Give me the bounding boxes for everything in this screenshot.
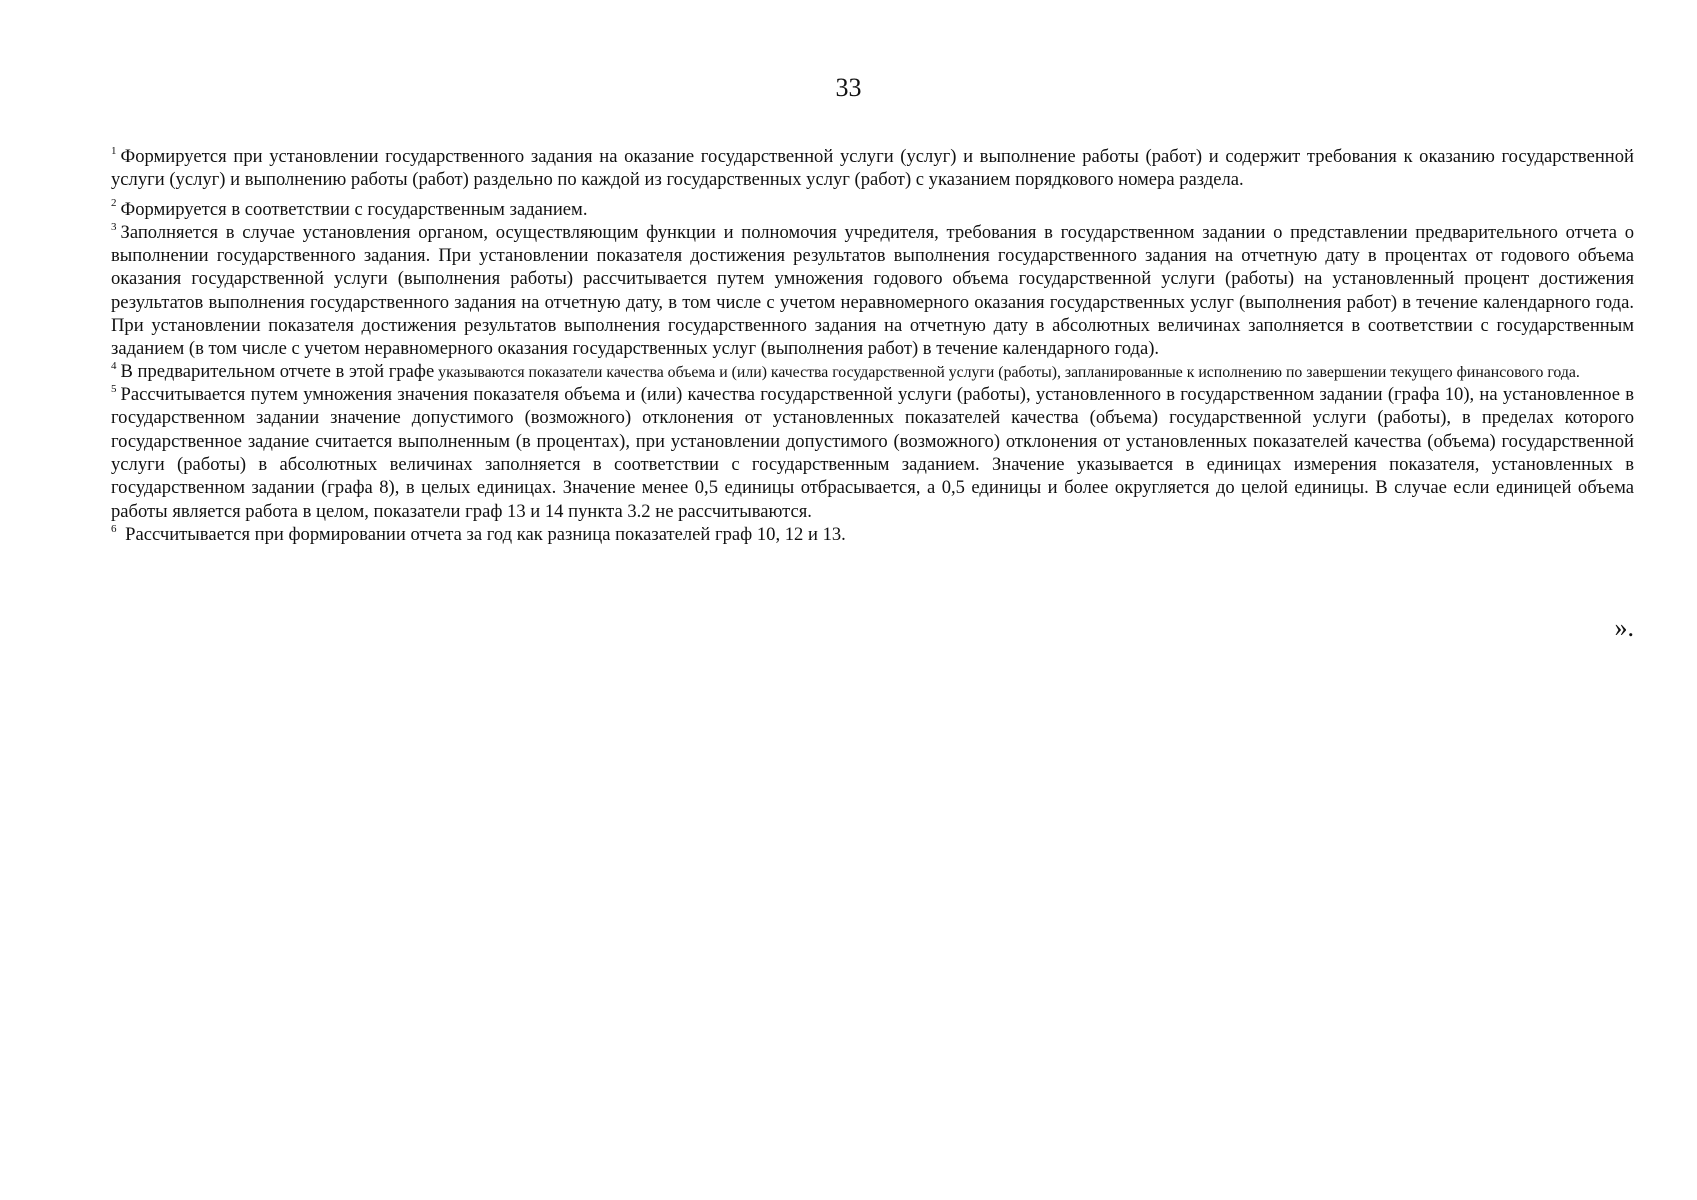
footnote-6 [111, 523, 1634, 546]
footnote-marker: 3 [111, 220, 117, 233]
footnotes-block [111, 145, 1634, 546]
footnote-marker: 6 [111, 522, 117, 535]
footnote-lead-text: В предварительном отчете в этой графе [120, 360, 435, 382]
footnote-4 [111, 361, 1634, 384]
footnote-marker: 1 [111, 144, 117, 157]
closing-quote: ». [1614, 613, 1634, 642]
footnote-text: Формируется в соответствии с государственным заданием. [120, 198, 588, 220]
footnote-1 [111, 145, 1634, 192]
footnote-text: Формируется при установлении государственного задания на оказание государственной услуги (услуг) и выполнение работы (работ) и содержит требования к оказанию государственной услуги (услуг) и выполнению работы (работ) раздельно по каждой из государственных услуг (работ) с указанием порядкового номера раздела. [111, 146, 1634, 191]
footnote-text: указываются показатели качества объема и (или) качества государственной услуги (работы), запланированные к исполнению по завершении текущего финансового года. [434, 363, 1580, 381]
footnote-5 [111, 383, 1634, 523]
page-number: 33 [835, 73, 862, 102]
footnote-marker: 4 [111, 360, 117, 373]
footnote-text: Рассчитывается при формировании отчета за год как разница показателей граф 10, 12 и 13. [120, 523, 846, 545]
footnote-marker: 5 [111, 382, 117, 395]
footnote-text: Рассчитывается путем умножения значения показателя объема и (или) качества государственной услуги (работы), установленного в государственном задании (графа 10), на установленное в государственном задании значение допустимого (возможного) отклонения от установленных показателей качества (объема) государственной услуги (работы), в пределах которого государственное задание считается выполненным (в процентах), при установлении допустимого (возможного) отклонения от установленных показателей качества (объема) государственной услуги (работы) в абсолютных величинах заполняется в соответствии с государственным заданием. Значение указывается в единицах измерения показателя, установленных в государственном задании (графа 8), в целых единицах. Значение менее 0,5 единицы отбрасывается, а 0,5 единицы и более округляется до целой единицы. В случае если единицей объема работы является работа в целом, показатели граф 13 и 14 пункта 3.2 не рассчитываются. [111, 384, 1634, 522]
footnote-2 [111, 198, 1634, 221]
footnote-marker: 2 [111, 197, 117, 210]
footnote-text: Заполняется в случае установления органом, осуществляющим функции и полномочия учредителя, требования в государственном задании о представлении предварительного отчета о выполнении государственного задания. При установлении показателя достижения результатов выполнения государственного задания на отчетную дату в процентах от годового объема оказания государственной услуги (выполнения работы) рассчитывается путем умножения годового объема государственной услуги (работы) на установленный процент достижения результатов выполнения государственного задания на отчетную дату, в том числе с учетом неравномерного оказания государственных услуг (выполнения работ) в течение календарного года. При установлении показателя достижения результатов выполнения государственного задания на отчетную дату в абсолютных величинах заполняется в соответствии с государственным заданием (в том числе с учетом неравномерного оказания государственных услуг (выполнения работ) в течение календарного года). [111, 221, 1634, 360]
footnote-3 [111, 221, 1634, 361]
